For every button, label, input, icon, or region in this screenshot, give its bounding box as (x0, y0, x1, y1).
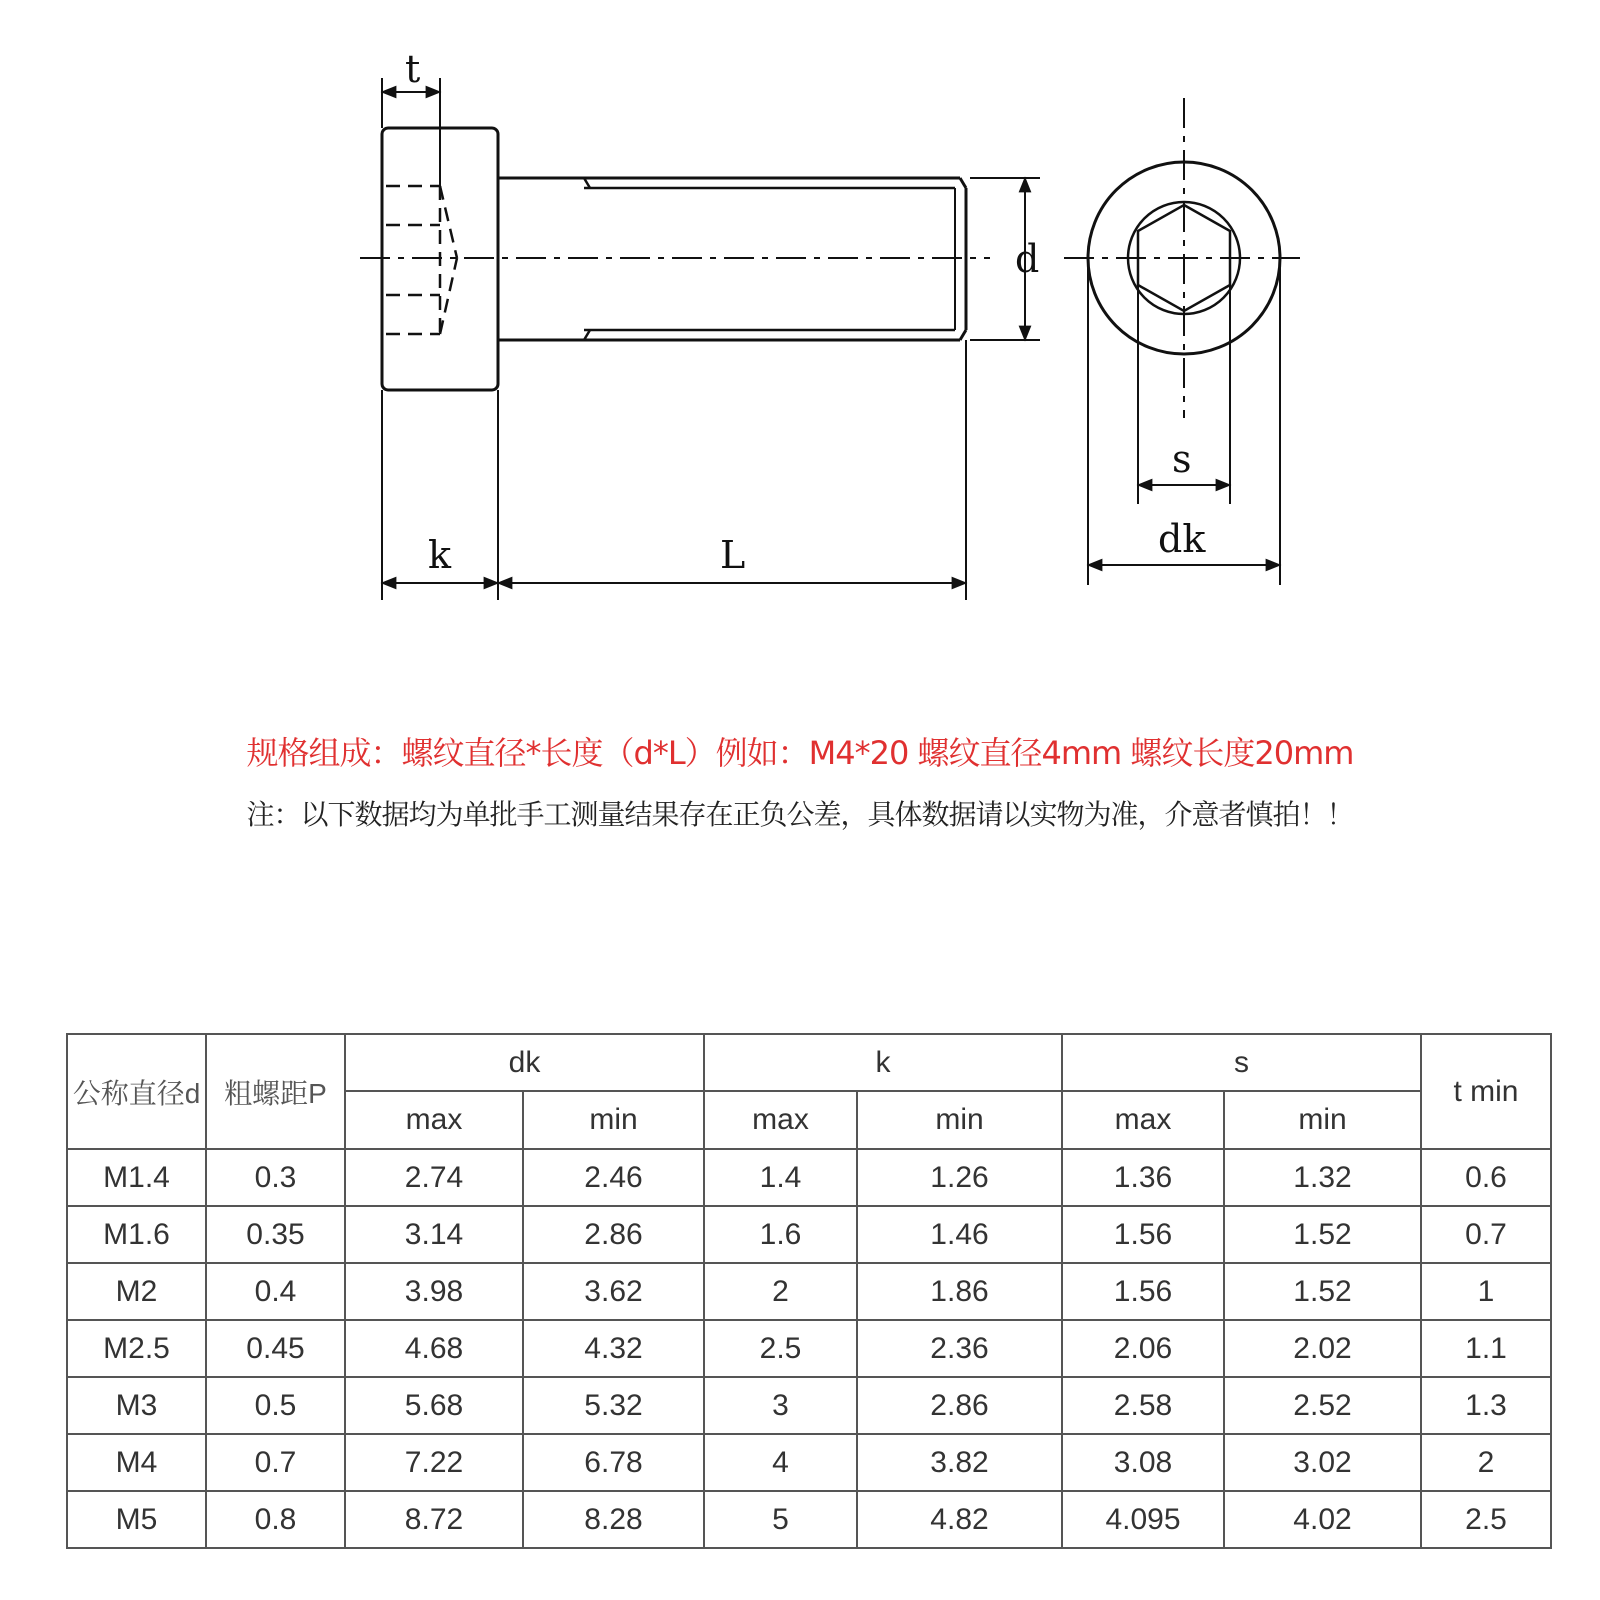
table-cell: M1.6 (67, 1206, 206, 1263)
table-cell: 1.86 (857, 1263, 1062, 1320)
header-k-min: min (857, 1091, 1062, 1149)
table-cell: 2.58 (1062, 1377, 1224, 1434)
header-t-min: t min (1421, 1034, 1551, 1149)
table-cell: 2.52 (1224, 1377, 1421, 1434)
table-cell: 4 (704, 1434, 857, 1491)
table-row (67, 1263, 1551, 1320)
table-cell: 2.06 (1062, 1320, 1224, 1377)
header-s: s (1062, 1034, 1421, 1091)
table-cell: 0.8 (206, 1491, 345, 1548)
header-dk: dk (345, 1034, 704, 1091)
table-cell: 3.82 (857, 1434, 1062, 1491)
t-dimension (382, 78, 440, 190)
table-cell: 2.5 (1421, 1491, 1551, 1548)
table-cell: 1.56 (1062, 1206, 1224, 1263)
table-cell: 5.68 (345, 1377, 523, 1434)
table-cell: 4.02 (1224, 1491, 1421, 1548)
table-cell: 1.4 (704, 1149, 857, 1206)
table-cell: 2.74 (345, 1149, 523, 1206)
table-body (67, 1149, 1551, 1548)
table-cell: 3.62 (523, 1263, 704, 1320)
table-cell: 2.86 (523, 1206, 704, 1263)
table-cell: M5 (67, 1491, 206, 1548)
k-L-dimension (382, 340, 966, 600)
table-cell: M2.5 (67, 1320, 206, 1377)
table-cell: 4.32 (523, 1320, 704, 1377)
label-dk: dk (1158, 517, 1206, 561)
table-cell: 0.3 (206, 1149, 345, 1206)
table-cell: 0.7 (206, 1434, 345, 1491)
table-cell: 0.35 (206, 1206, 345, 1263)
table-row (67, 1149, 1551, 1206)
table-cell: 2 (704, 1263, 857, 1320)
table-cell: 1.52 (1224, 1263, 1421, 1320)
label-s: s (1172, 437, 1192, 481)
table-cell: 3.98 (345, 1263, 523, 1320)
table-cell: 1.3 (1421, 1377, 1551, 1434)
table-cell: 1.26 (857, 1149, 1062, 1206)
table-row (67, 1206, 1551, 1263)
screw-end-view (1064, 98, 1300, 418)
table-cell: 1.1 (1421, 1320, 1551, 1377)
table-cell: 2.36 (857, 1320, 1062, 1377)
table-cell: 4.82 (857, 1491, 1062, 1548)
table-row (67, 1434, 1551, 1491)
header-k: k (704, 1034, 1062, 1091)
table-row (67, 1377, 1551, 1434)
header-dk-min: min (523, 1091, 704, 1149)
table-cell: 6.78 (523, 1434, 704, 1491)
table-cell: M1.4 (67, 1149, 206, 1206)
table-cell: 1.56 (1062, 1263, 1224, 1320)
header-s-min: min (1224, 1091, 1421, 1149)
tolerance-note: 注：以下数据均为单批手工测量结果存在正负公差，具体数据请以实物为准，介意者慎拍！！ (246, 798, 1354, 831)
header-s-max: max (1062, 1091, 1224, 1149)
table-cell: 2.02 (1224, 1320, 1421, 1377)
screw-technical-drawing (0, 0, 1600, 640)
label-d: d (1015, 237, 1040, 281)
table-cell: 1 (1421, 1263, 1551, 1320)
table-cell: 7.22 (345, 1434, 523, 1491)
table-cell: 0.6 (1421, 1149, 1551, 1206)
table-cell: M3 (67, 1377, 206, 1434)
table-cell: 0.4 (206, 1263, 345, 1320)
label-k: k (428, 533, 452, 577)
table-cell: 3.08 (1062, 1434, 1224, 1491)
table-cell: 8.72 (345, 1491, 523, 1548)
table-cell: 5.32 (523, 1377, 704, 1434)
table-cell: 4.68 (345, 1320, 523, 1377)
header-pitch: 粗螺距P (206, 1034, 345, 1149)
header-nominal-diameter: 公称直径d (67, 1034, 206, 1149)
table-row (67, 1320, 1551, 1377)
table-cell: 1.46 (857, 1206, 1062, 1263)
table-cell: 2.5 (704, 1320, 857, 1377)
table-cell: 1.36 (1062, 1149, 1224, 1206)
table-cell: 0.7 (1421, 1206, 1551, 1263)
table-cell: 3 (704, 1377, 857, 1434)
socket-hidden-lines (386, 186, 457, 334)
table-cell: 4.095 (1062, 1491, 1224, 1548)
table-row (67, 1491, 1551, 1548)
label-t: t (405, 47, 421, 91)
table-cell: 2.86 (857, 1377, 1062, 1434)
spec-format-line: 规格组成：螺纹直径*长度（d*L）例如：M4*20 螺纹直径4mm 螺纹长度20mm (246, 734, 1354, 772)
table-cell: M2 (67, 1263, 206, 1320)
table-cell: 0.5 (206, 1377, 345, 1434)
table-cell: 1.52 (1224, 1206, 1421, 1263)
table-cell: 5 (704, 1491, 857, 1548)
table-cell: 0.45 (206, 1320, 345, 1377)
label-L: L (720, 533, 746, 577)
table-cell: M4 (67, 1434, 206, 1491)
table-cell: 1.32 (1224, 1149, 1421, 1206)
table-cell: 1.6 (704, 1206, 857, 1263)
dimension-table (66, 1033, 1552, 1549)
header-k-max: max (704, 1091, 857, 1149)
table-cell: 3.14 (345, 1206, 523, 1263)
header-dk-max: max (345, 1091, 523, 1149)
table-cell: 2 (1421, 1434, 1551, 1491)
table-cell: 3.02 (1224, 1434, 1421, 1491)
table-cell: 2.46 (523, 1149, 704, 1206)
table-cell: 8.28 (523, 1491, 704, 1548)
